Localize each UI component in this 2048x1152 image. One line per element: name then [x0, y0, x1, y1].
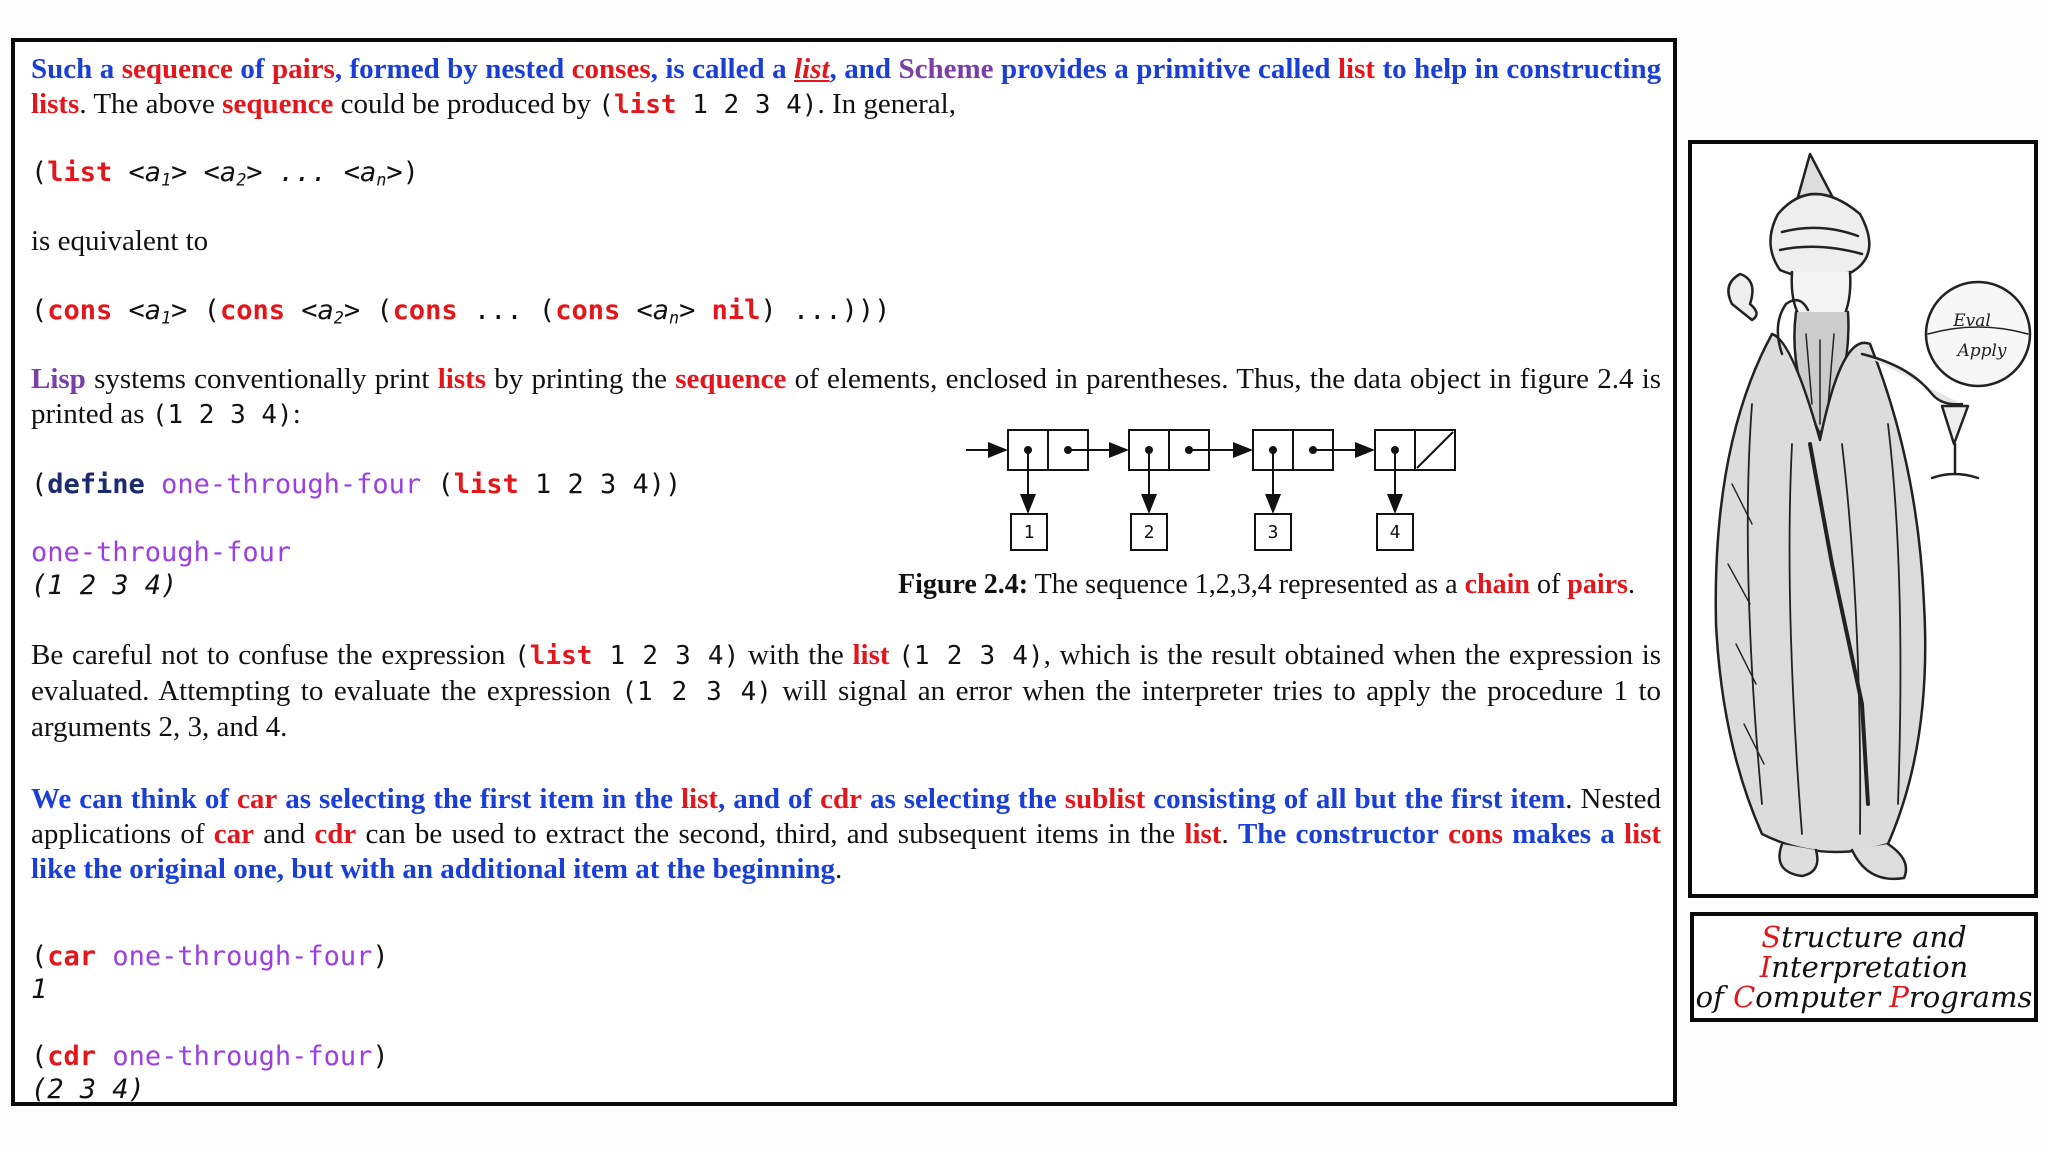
right-foot [1852, 844, 1906, 879]
code-keyword: list [613, 90, 677, 120]
keyword-lists: lists [437, 363, 487, 395]
text-span: with the [747, 639, 844, 671]
code-paren: ( [514, 641, 530, 671]
box-value-1: 1 [1023, 522, 1035, 543]
text-span: . [835, 853, 843, 885]
code-arg: <a [620, 295, 669, 326]
text-span: . The above [79, 88, 215, 120]
code-keyword: cons [219, 295, 285, 326]
code-keyword: cons [47, 295, 113, 326]
code-paren: ( [31, 941, 48, 972]
code-text: ) ...))) [760, 295, 891, 326]
inline-code: (1 2 3 4) [621, 677, 772, 707]
code-identifier: one-through-four [112, 1041, 373, 1072]
text-span: , is called a [650, 53, 787, 85]
box-value-3: 3 [1267, 522, 1279, 543]
code-paren: ( [31, 295, 48, 326]
title-text: tructure and [1781, 920, 1967, 954]
code-paren: ( [31, 157, 48, 188]
keyword-list: list [852, 639, 890, 671]
code-car-example [31, 940, 389, 1006]
keyword-conses: conses [571, 53, 651, 85]
text-span: . Nested applications of [31, 783, 1662, 850]
code-arg: <a [284, 295, 334, 326]
text-span: , formed by nested [334, 53, 565, 85]
inline-code [598, 90, 817, 120]
text-span: We can think of [31, 783, 229, 815]
code-keyword: define [47, 469, 145, 500]
caption-text: of [1536, 569, 1561, 600]
code-keyword: list [529, 641, 593, 671]
caption-keyword-pairs: pairs [1567, 569, 1628, 600]
code-space [96, 1041, 112, 1072]
code-cdr-example [31, 1040, 389, 1106]
text-span: , and of [718, 783, 813, 815]
pair-4 [1375, 430, 1455, 512]
text-span: of [240, 53, 265, 85]
text-span: can be used to extract the second, third, and subsequent items in the [365, 818, 1176, 850]
code-arg: > <a [171, 157, 237, 188]
code-result: (1 2 3 4) [31, 570, 178, 601]
code-arg: <a [112, 295, 162, 326]
text-span: could be produced by [340, 88, 592, 120]
text-span: . [1221, 818, 1229, 850]
text-span: like the original one, but with an additional item at the beginning [31, 853, 836, 885]
text-span: constructing [1506, 53, 1662, 85]
code-identifier: one-through-four [161, 469, 422, 500]
code-keyword: cons [392, 295, 458, 326]
caption-keyword-chain: chain [1464, 569, 1530, 600]
title-text: nterpretation [1771, 950, 1969, 984]
code-text: > ( [343, 295, 393, 326]
equivalent-label: is equivalent to [31, 225, 209, 257]
text-span: by printing the [494, 363, 667, 395]
code-paren: ) [372, 1041, 389, 1072]
text-span: as selecting the [870, 783, 1057, 815]
goblet [1942, 406, 1968, 444]
text-span: provides a primitive called [1000, 53, 1331, 85]
code-keyword: nil [711, 295, 761, 326]
code-arg: <a [112, 157, 162, 188]
keyword-car: car [213, 818, 254, 850]
code-subscript: 1 [161, 169, 172, 190]
code-text: 1 2 3 4) [676, 90, 818, 120]
title-initial: S [1761, 920, 1782, 954]
text-span: Be careful not to confuse the expression [31, 639, 506, 671]
code-subscript: n [376, 169, 387, 190]
code-identifier: one-through-four [112, 941, 373, 972]
keyword-lists: lists [31, 88, 80, 120]
goblet-stem [1932, 444, 1978, 478]
keyword-list: list [1184, 818, 1222, 850]
text-span: to help in [1382, 53, 1499, 85]
keyword-sequence: sequence [675, 363, 787, 395]
code-subscript: 1 [161, 307, 172, 328]
title-line-2 [1694, 952, 2034, 982]
crystal-ball [1926, 282, 2030, 386]
code-keyword: cdr [47, 1041, 97, 1072]
title-initial: C [1733, 980, 1756, 1014]
keyword-list: list [1624, 818, 1662, 850]
code-text: > ( [171, 295, 220, 326]
code-space [96, 941, 112, 972]
code-keyword: list [47, 157, 113, 188]
inline-code: (1 2 3 4) [151, 400, 293, 430]
inline-code: (1 2 3 4) [898, 641, 1044, 671]
code-text: 1 2 3 4)) [518, 469, 682, 500]
text-span: Such a [31, 53, 115, 85]
code-result: (2 3 4) [31, 1074, 145, 1105]
text-span: consisting of all but the first item [1153, 783, 1566, 815]
box-pointer-diagram [962, 420, 1462, 560]
code-space [145, 469, 161, 500]
title-initial: I [1759, 950, 1772, 984]
code-identifier: one-through-four [31, 537, 292, 568]
code-paren: ( [421, 469, 454, 500]
code-list-general [31, 156, 419, 189]
keyword-pairs: pairs [271, 53, 335, 85]
keyword-sequence: sequence [121, 53, 233, 85]
code-arg: > ... <a [246, 157, 377, 188]
caption-label: Figure 2.4: [898, 569, 1029, 600]
code-result: 1 [31, 974, 48, 1005]
pair-3 [1253, 430, 1373, 512]
title-text: rograms [1908, 980, 2033, 1014]
text-span: , and [829, 53, 891, 85]
title-text: omputer [1755, 980, 1890, 1014]
code-paren: ( [31, 469, 48, 500]
keyword-cdr: cdr [820, 783, 863, 815]
code-paren: ( [31, 1041, 48, 1072]
title-text: of [1695, 980, 1734, 1014]
keyword-scheme: Scheme [898, 53, 994, 85]
text-span: : [292, 398, 301, 430]
keyword-sequence: sequence [222, 88, 334, 120]
paragraph-car-cdr [31, 782, 1661, 887]
keyword-cons: cons [1448, 818, 1503, 850]
bag [1728, 274, 1756, 320]
text-span: makes a [1512, 818, 1615, 850]
paragraph-list-intro [31, 52, 1661, 123]
wizard-illustration [1692, 144, 2034, 894]
code-text: ... ( [457, 295, 556, 326]
title-line-1 [1694, 922, 2034, 952]
figure-caption [898, 568, 1648, 602]
text-span: and [263, 818, 306, 850]
text-span: as selecting the first item in the [285, 783, 673, 815]
book-title-box [1690, 912, 2038, 1022]
pair-2 [1129, 430, 1251, 512]
code-cons-chain [31, 294, 890, 327]
title-line-3 [1694, 982, 2034, 1012]
keyword-lisp: Lisp [31, 363, 86, 395]
code-text: 1 2 3 4) [592, 641, 740, 671]
code-eval-name [31, 536, 291, 602]
text-span: systems conventionally print [94, 363, 430, 395]
code-paren: ( [598, 90, 614, 120]
text-span: . In general, [817, 88, 956, 120]
code-subscript: n [669, 307, 680, 328]
term-list: list [794, 53, 830, 85]
code-keyword: cons [555, 295, 621, 326]
code-text: > [679, 295, 712, 326]
text-span: The constructor [1237, 818, 1439, 850]
caption-text: . [1627, 569, 1635, 600]
inline-code [514, 641, 739, 671]
code-paren: ) [372, 941, 389, 972]
box-value-4: 4 [1389, 522, 1401, 543]
code-define [31, 468, 681, 501]
code-paren: >) [386, 157, 419, 188]
text-span: will signal an error when the interpreter tries to apply the procedure 1 to arguments 2, 3, and 4. [31, 675, 1662, 743]
code-keyword: car [47, 941, 97, 972]
box-value-2: 2 [1143, 522, 1155, 543]
code-keyword: list [453, 469, 519, 500]
keyword-sublist: sublist [1064, 783, 1146, 815]
paragraph-careful [31, 638, 1661, 745]
ball-label-eval: Eval [1953, 311, 1991, 331]
code-subscript: 2 [333, 307, 344, 328]
keyword-list: list [680, 783, 719, 815]
caption-text: The sequence 1,2,3,4 represented as a [1034, 569, 1458, 600]
keyword-car: car [236, 783, 278, 815]
keyword-cdr: cdr [314, 818, 357, 850]
title-initial: P [1889, 980, 1909, 1014]
keyword-list: list [1337, 53, 1376, 85]
text-span: of elements, enclosed in parentheses. Thus, the data object in figure 2.4 is printed as [31, 363, 1662, 430]
wizard-illustration-frame [1688, 140, 2038, 898]
code-subscript: 2 [236, 169, 247, 190]
pair-1 [1008, 430, 1127, 512]
ball-label-apply: Apply [1957, 341, 2007, 361]
text-span: , which is the result obtained when the expression is evaluated. Attempting to evaluate the expression [31, 639, 1662, 707]
